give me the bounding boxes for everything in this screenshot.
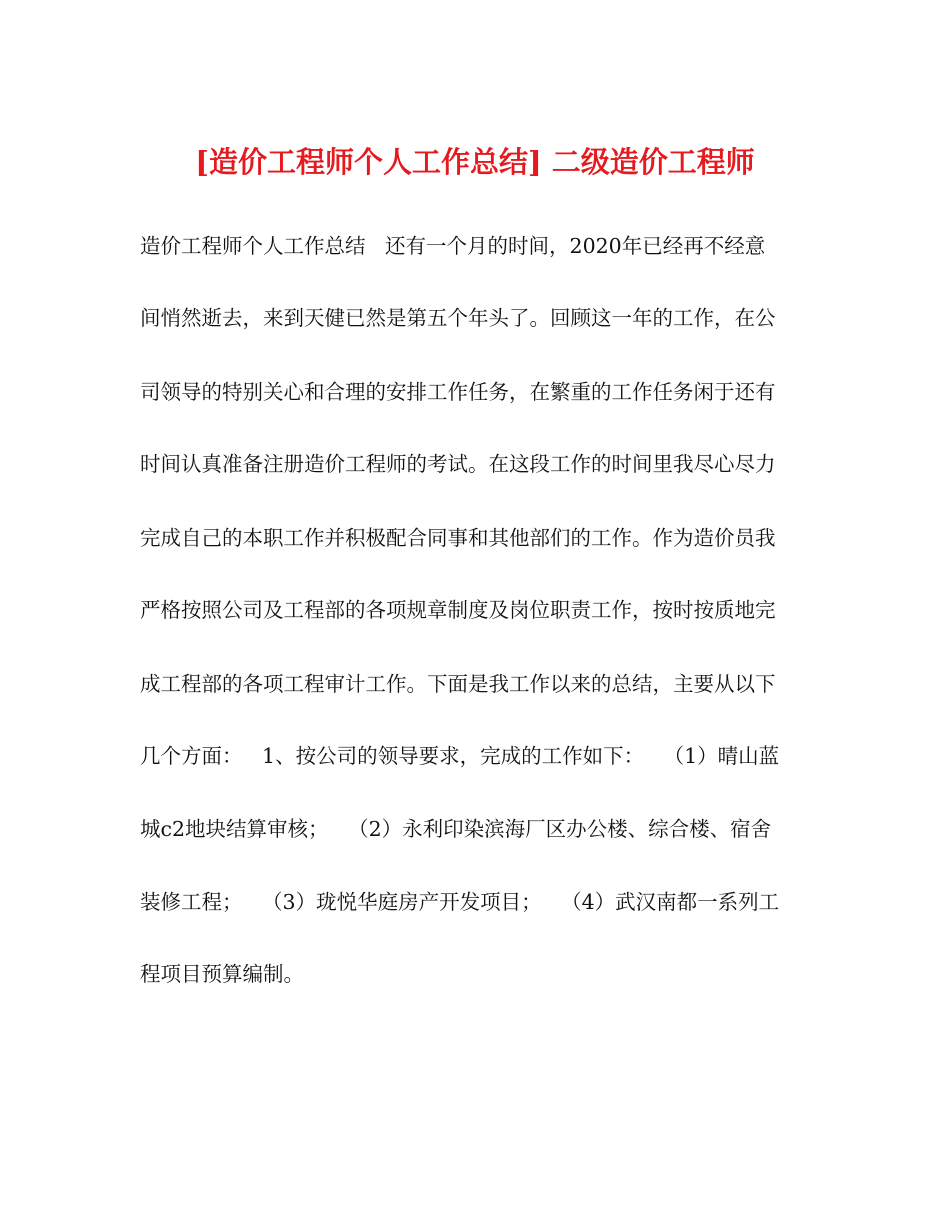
- body-line: 间悄然逝去，来到天健已然是第五个年头了。回顾这一年的工作，在公: [140, 306, 776, 330]
- body-line: 完成自己的本职工作并积极配合同事和其他部们的工作。作为造价员我: [140, 526, 776, 550]
- body-line: 城c2地块结算审核； （2）永利印染滨海厂区办公楼、综合楼、宿舍: [140, 817, 772, 841]
- body-line: 成工程部的各项工程审计工作。下面是我工作以来的总结，主要从以下: [140, 672, 776, 696]
- body-line: 几个方面： 1、按公司的领导要求，完成的工作如下： （1）晴山蓝: [140, 744, 780, 768]
- document-title: [造价工程师个人工作总结] 二级造价工程师: [195, 145, 755, 179]
- body-line: 装修工程； （3）珑悦华庭房产开发项目； （4）武汉南都一系列工: [140, 890, 780, 914]
- body-line: 司领导的特别关心和合理的安排工作任务，在繁重的工作任务闲于还有: [140, 380, 776, 404]
- body-line: 造价工程师个人工作总结 还有一个月的时间，2020年已经再不经意: [140, 234, 766, 258]
- body-line: 程项目预算编制。: [140, 962, 304, 986]
- body-line: 时间认真准备注册造价工程师的考试。在这段工作的时间里我尽心尽力: [140, 452, 776, 476]
- body-line: 严格按照公司及工程部的各项规章制度及岗位职责工作，按时按质地完: [140, 598, 776, 622]
